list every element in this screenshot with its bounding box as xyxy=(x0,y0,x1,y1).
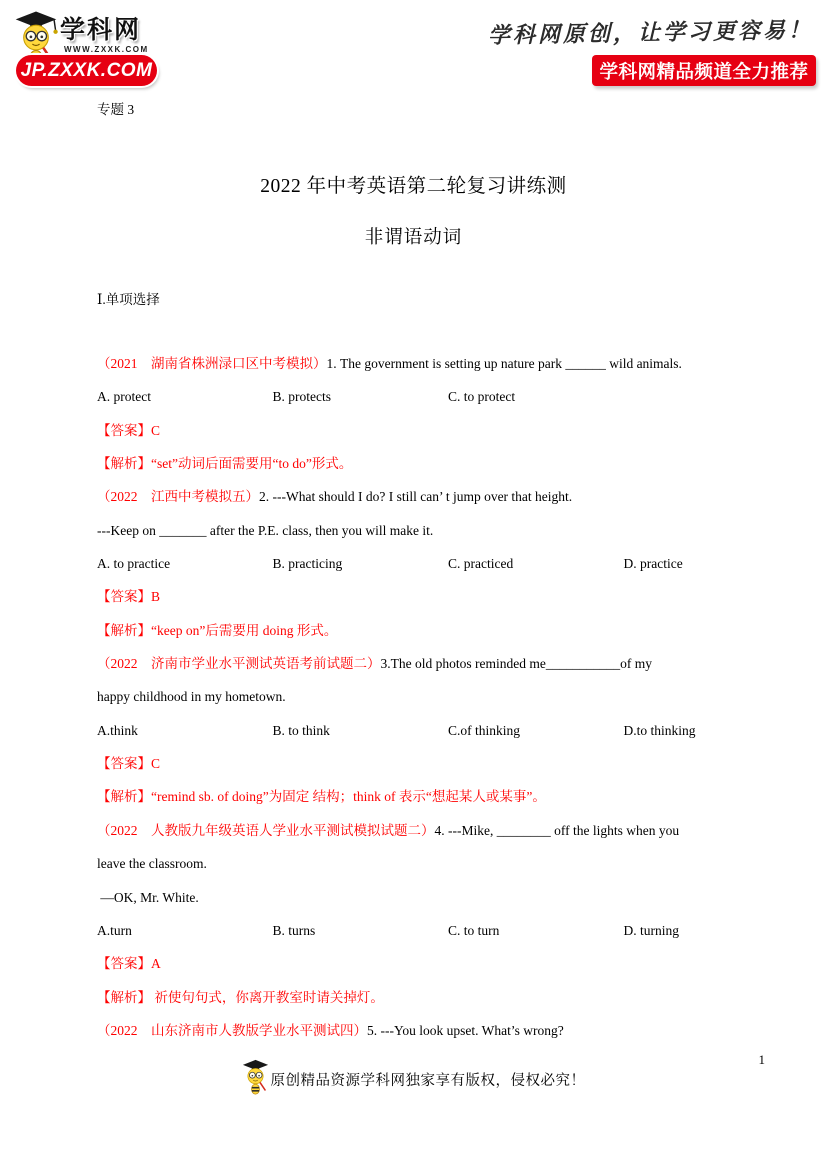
analysis-label: 【解析】 xyxy=(97,989,151,1005)
question-source: （2022 山东济南市人教版学业水平测试四） xyxy=(97,1022,367,1038)
options-row xyxy=(97,547,737,580)
question-source: （2021 湖南省株洲渌口区中考模拟） xyxy=(97,356,327,371)
option: C. practiced xyxy=(448,556,514,572)
analysis-text: “set”动词后面需要用“to do”形式。 xyxy=(151,456,353,472)
answer-value: C xyxy=(151,756,161,772)
option: D.to thinking xyxy=(623,722,696,738)
analysis-label: 【解析】 xyxy=(97,456,151,472)
question-block xyxy=(97,480,737,647)
question-block xyxy=(97,647,737,814)
answer-line xyxy=(97,947,737,980)
question-stem-text: 1. The government is setting up nature park ______ wild animals. xyxy=(326,356,682,371)
option: C.of thinking xyxy=(448,722,521,738)
question-block xyxy=(97,1014,737,1047)
option: A.turn xyxy=(97,922,132,938)
option: B. to think xyxy=(272,722,330,738)
answer-label: 【答案】 xyxy=(97,956,151,972)
site-name: 学科网 xyxy=(60,16,142,44)
question-stem-text: leave the classroom. xyxy=(97,856,207,872)
footer-bee-mascot-icon xyxy=(242,1058,269,1101)
copyright-text: 原创精品资源学科网独家享有版权，侵权必究！ xyxy=(270,1073,586,1089)
answer-line xyxy=(97,414,737,447)
question-block xyxy=(97,347,737,480)
document-title: 2022 年中考英语第二轮复习讲练测 xyxy=(260,176,567,197)
analysis-text: 祈使句句式，你离开教室时请关掉灯。 xyxy=(151,989,384,1005)
option: B. practicing xyxy=(272,556,343,572)
analysis-line xyxy=(97,447,737,480)
answer-value: A xyxy=(151,956,161,972)
answer-line xyxy=(97,580,737,613)
answer-label: 【答案】 xyxy=(97,756,151,772)
question-stem-line xyxy=(97,1014,737,1047)
options-row xyxy=(97,714,737,747)
document-subtitle: 非谓语动词 xyxy=(364,228,463,248)
option: A. to practice xyxy=(97,556,171,572)
analysis-line xyxy=(97,981,737,1014)
analysis-line xyxy=(97,614,737,647)
question-source: （2022 江西中考模拟五） xyxy=(97,489,259,505)
questions-list xyxy=(97,347,737,1047)
answer-value: B xyxy=(151,589,161,605)
question-stem-text: happy childhood in my hometown. xyxy=(97,689,286,705)
option: A.think xyxy=(97,722,138,738)
question-block xyxy=(97,814,737,1014)
option: D. turning xyxy=(623,922,679,938)
option: A. protect xyxy=(97,389,151,405)
question-stem-line xyxy=(97,514,737,547)
option: C. to protect xyxy=(448,389,516,405)
topic-label: 专题 3 xyxy=(97,102,135,117)
question-stem-text: 2. ---What should I do? I still can’ t jump over that height. xyxy=(259,489,573,505)
answer-label: 【答案】 xyxy=(97,422,151,438)
option: D. practice xyxy=(623,556,683,572)
question-stem-line xyxy=(97,347,737,380)
question-stem-line xyxy=(97,814,737,847)
answer-value: C xyxy=(151,422,161,438)
options-row xyxy=(97,914,737,947)
question-source: （2022 济南市学业水平测试英语考前试题二） xyxy=(97,656,381,672)
analysis-text: “keep on”后需要用 doing 形式。 xyxy=(151,622,338,638)
site-slogan: 学科网原创，让学习更容易！ xyxy=(487,17,814,49)
question-stem-line xyxy=(97,881,737,914)
analysis-label: 【解析】 xyxy=(97,622,151,638)
analysis-line xyxy=(97,780,737,813)
site-url: WWW.ZXXK.COM xyxy=(64,45,149,54)
option: C. to turn xyxy=(448,922,500,938)
section-heading: Ⅰ.单项选择 xyxy=(97,292,160,307)
promo-banner: 学科网精品频道全力推荐 xyxy=(592,55,816,86)
question-stem-text: ---Keep on _______ after the P.E. class, then you will make it. xyxy=(97,522,434,538)
answer-label: 【答案】 xyxy=(97,589,151,605)
options-row xyxy=(97,380,737,413)
question-stem-line xyxy=(97,647,737,680)
option: B. protects xyxy=(272,389,331,405)
analysis-label: 【解析】 xyxy=(97,789,151,805)
jp-channel-banner: JP.ZXXK.COM xyxy=(16,55,157,86)
question-stem-line xyxy=(97,480,737,513)
question-stem-line xyxy=(97,847,737,880)
question-stem-line xyxy=(97,680,737,713)
question-stem-text: 3.The old photos reminded me___________of my xyxy=(380,656,652,672)
footer xyxy=(242,1058,586,1101)
question-stem-text: 4. ---Mike, ________ off the lights when you xyxy=(434,822,680,838)
analysis-text: “remind sb. of doing”为固定 结构；think of 表示“想起某人或某事”。 xyxy=(151,789,546,805)
option: B. turns xyxy=(272,922,316,938)
answer-line xyxy=(97,747,737,780)
question-stem-text: —OK, Mr. White. xyxy=(97,889,199,905)
question-source: （2022 人教版九年级英语人学业水平测试模拟试题二） xyxy=(97,822,435,838)
page-number: 1 xyxy=(758,1052,765,1067)
question-stem-text: 5. ---You look upset. What’s wrong? xyxy=(367,1022,564,1038)
